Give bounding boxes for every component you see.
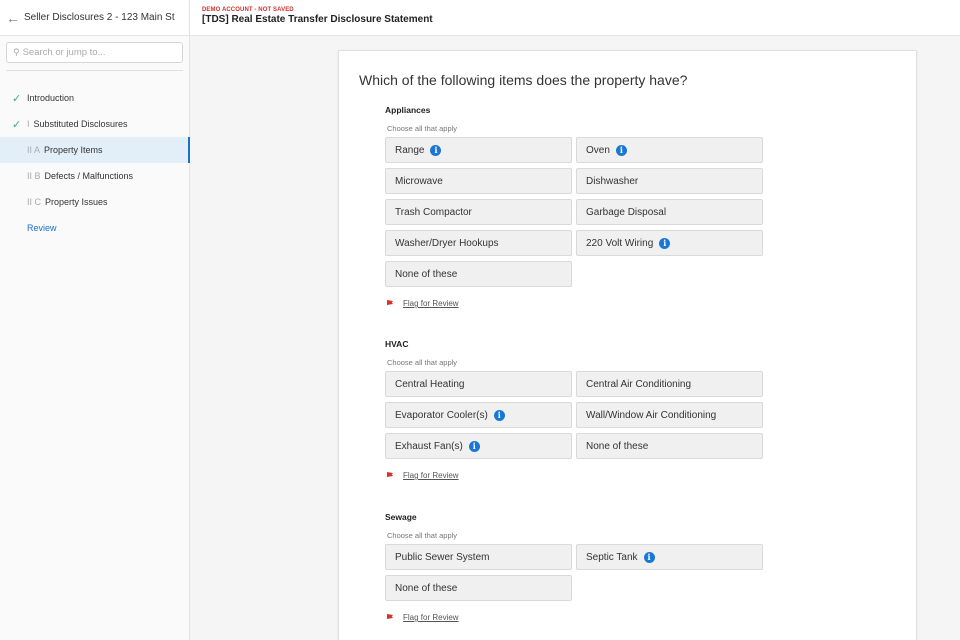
back-arrow-icon[interactable]: ← — [6, 9, 20, 26]
flag-link[interactable]: Flag for Review — [403, 299, 459, 308]
info-icon[interactable]: i — [430, 145, 441, 156]
section-sewage — [385, 512, 417, 522]
section-appliances — [385, 105, 430, 115]
option-label: Wall/Window Air Conditioning — [586, 409, 717, 421]
option-central-air-conditioning[interactable] — [576, 371, 763, 397]
nav-item-introduction[interactable] — [0, 85, 189, 111]
flag-icon — [387, 614, 396, 621]
info-icon[interactable]: i — [469, 441, 480, 452]
nav-prefix: I — [27, 119, 30, 129]
nav-prefix: II B — [27, 171, 41, 181]
flag-icon — [387, 472, 396, 479]
option-evaporator-coolers[interactable] — [385, 402, 572, 428]
check-icon: ✓ — [12, 92, 22, 105]
option-label: None of these — [586, 440, 649, 452]
flag-icon — [387, 300, 396, 307]
search-icon: ⚲ — [13, 47, 20, 57]
option-exhaust-fans[interactable] — [385, 433, 572, 459]
nav-item-property-items[interactable] — [0, 137, 189, 163]
flag-for-review[interactable] — [387, 613, 459, 622]
nav-label: Defects / Malfunctions — [44, 171, 134, 181]
option-central-heating[interactable] — [385, 371, 572, 397]
option-none-of-these[interactable] — [385, 261, 572, 287]
nav-label: Substituted Disclosures — [33, 119, 128, 129]
sidebar-divider — [6, 70, 183, 71]
check-icon: ✓ — [12, 118, 22, 131]
option-label: Central Air Conditioning — [586, 378, 692, 390]
option-label: Dishwasher — [586, 175, 639, 187]
option-label: Public Sewer System — [395, 551, 490, 563]
nav-item-review[interactable] — [0, 215, 189, 241]
search-input[interactable] — [23, 47, 173, 58]
nav-item-property-issues[interactable] — [0, 189, 189, 215]
option-label: None of these — [395, 582, 458, 594]
section-title: Sewage — [385, 512, 417, 522]
demo-status-banner: DEMO ACCOUNT - NOT SAVED — [202, 7, 294, 13]
option-220-volt-wiring[interactable] — [576, 230, 763, 256]
project-title[interactable]: Seller Disclosures 2 - 123 Main St — [24, 12, 175, 23]
search-box[interactable] — [6, 42, 183, 63]
section-title: Appliances — [385, 105, 431, 115]
option-label: Garbage Disposal — [586, 206, 667, 218]
question-card — [338, 50, 917, 640]
info-icon[interactable]: i — [644, 552, 655, 563]
option-washer-dryer-hookups[interactable] — [385, 230, 572, 256]
option-label: Microwave — [395, 175, 443, 187]
question-text: Which of the following items does the property have? — [359, 72, 688, 88]
nav-item-substituted-disclosures[interactable] — [0, 111, 189, 137]
flag-link[interactable]: Flag for Review — [403, 471, 459, 480]
info-icon[interactable]: i — [494, 410, 505, 421]
flag-link[interactable]: Flag for Review — [403, 613, 459, 622]
nav-prefix: II A — [27, 145, 41, 155]
option-wall-window-air-conditioning[interactable] — [576, 402, 763, 428]
sidebar — [0, 0, 190, 640]
option-label: Oven — [586, 144, 610, 156]
choose-hint: Choose all that apply — [387, 124, 458, 133]
header — [190, 0, 960, 36]
nav-label: Review — [27, 223, 57, 233]
option-label: Central Heating — [395, 378, 465, 390]
section-title: HVAC — [385, 339, 409, 349]
option-range[interactable] — [385, 137, 572, 163]
flag-for-review[interactable] — [387, 299, 459, 308]
option-label: Washer/Dryer Hookups — [395, 237, 499, 249]
option-label: 220 Volt Wiring — [586, 237, 654, 249]
option-septic-tank[interactable] — [576, 544, 763, 570]
nav-label: Property Issues — [45, 197, 108, 207]
flag-for-review[interactable] — [387, 471, 459, 480]
option-microwave[interactable] — [385, 168, 572, 194]
section-nav — [0, 85, 189, 241]
nav-item-defects-malfunctions[interactable] — [0, 163, 189, 189]
info-icon[interactable]: i — [616, 145, 627, 156]
option-label: Trash Compactor — [395, 206, 472, 218]
option-trash-compactor[interactable] — [385, 199, 572, 225]
option-label: Septic Tank — [586, 551, 638, 563]
document-title: [TDS] Real Estate Transfer Disclosure Statement — [202, 14, 433, 25]
option-label: None of these — [395, 268, 458, 280]
section-hvac — [385, 339, 408, 349]
option-label: Evaporator Cooler(s) — [395, 409, 488, 421]
option-label: Exhaust Fan(s) — [395, 440, 463, 452]
nav-prefix: II C — [27, 197, 42, 207]
back-link[interactable] — [0, 0, 189, 36]
nav-label: Introduction — [27, 93, 75, 103]
option-public-sewer-system[interactable] — [385, 544, 572, 570]
nav-label: Property Items — [44, 145, 103, 155]
option-garbage-disposal[interactable] — [576, 199, 763, 225]
option-none-of-these[interactable] — [385, 575, 572, 601]
option-dishwasher[interactable] — [576, 168, 763, 194]
option-label: Range — [395, 144, 425, 156]
choose-hint: Choose all that apply — [387, 358, 458, 367]
choose-hint: Choose all that apply — [387, 531, 458, 540]
option-none-of-these[interactable] — [576, 433, 763, 459]
info-icon[interactable]: i — [659, 238, 670, 249]
option-oven[interactable] — [576, 137, 763, 163]
